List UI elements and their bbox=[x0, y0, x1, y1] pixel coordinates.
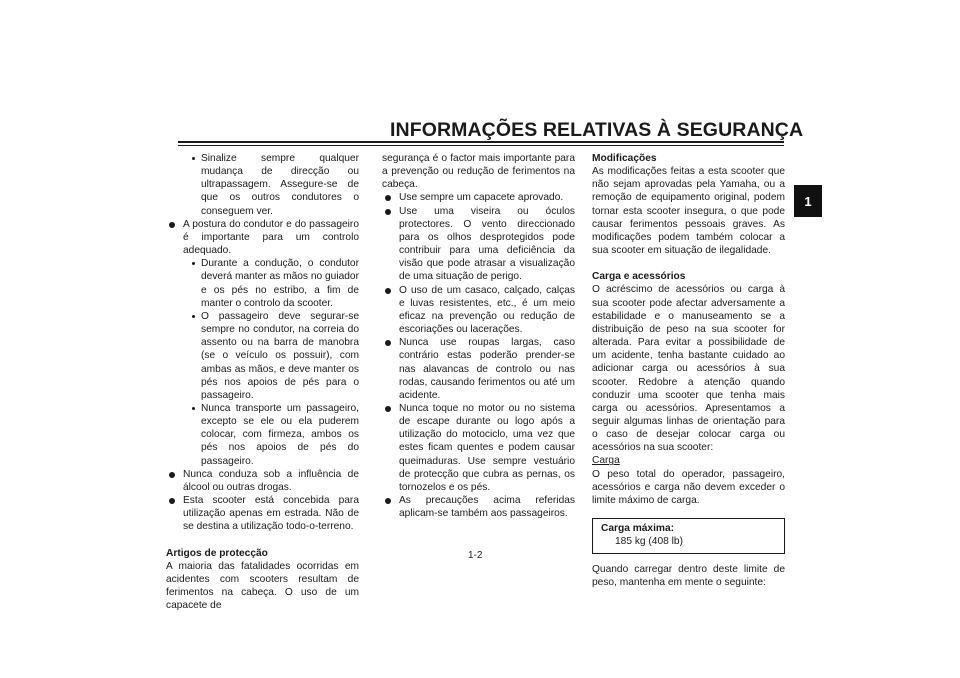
sub-bullet: Durante a condução, o condutor deverá manter as mãos no guiador e os pés no estribo, a fim de manter o controlo da scooter. bbox=[166, 257, 359, 310]
paragraph: segurança é o factor mais importante para a prevenção ou redução de ferimentos na cabeça. bbox=[382, 153, 575, 191]
paragraph: A maioria das fatalidades ocorridas em acidentes com scooters resultam de ferimentos na cabeça. O uso de um capacete de bbox=[166, 560, 359, 612]
header-rule bbox=[178, 141, 784, 143]
section-heading: Modificações bbox=[592, 153, 657, 164]
bullet-item: As precauções acima referidas aplicam-se também aos passageiros. bbox=[382, 494, 575, 520]
bullet-item: Nunca use roupas largas, caso contrário estas poderão prender-se nas alavancas de controlo ou nas rodas, causando ferimentos ou até um acidente. bbox=[382, 336, 575, 402]
page-header bbox=[382, 118, 804, 142]
bullet-item: Esta scooter está concebida para utilização apenas em estrada. Não de se destina a utilização todo-o-terreno. bbox=[166, 494, 359, 533]
bullet-item: Use uma viseira ou óculos protectores. O vento direccionado para os olhos desprotegidos pode contribuir para uma deficiência da visão que pode atrasar a visualização de uma situação de perigo. bbox=[382, 205, 575, 284]
section-heading: Artigos de protecção bbox=[166, 547, 268, 559]
spec-value: 185 kg (408 lb) bbox=[615, 536, 683, 548]
bullet-item: Nunca conduza sob a influência de álcool ou outras drogas. bbox=[166, 468, 359, 494]
sub-bullet: O passageiro deve segurar-se sempre no condutor, na correia do assento ou na barra de manobra (se o veículo os possuir), com ambas as mãos, e deve manter os pés nos apoios de pés para o passageiro. bbox=[166, 310, 359, 402]
max-load-spec-box bbox=[592, 518, 785, 554]
header-rule-thin bbox=[178, 145, 784, 146]
paragraph: Quando carregar dentro deste limite de peso, mantenha em mente o seguinte: bbox=[592, 564, 785, 589]
paragraph: O acréscimo de acessórios ou carga à sua scooter pode afectar adversamente a estabilidade e o manuseamento se a distribuição de peso na sua scooter for alterada. Para evitar a possibilidade de um acidente, tenha bastante cuidado ao adicionar carga ou acessórios à sua scooter. Redobre a atenção quando conduzir uma scooter que tenha mais carga ou acessórios. Apresentamos a seguir algumas linhas de orientação para o caso de desejar colocar carga ou acessórios na sua scooter: bbox=[592, 284, 785, 454]
spec-title: Carga máxima: bbox=[601, 523, 675, 535]
bullet-item: O uso de um casaco, calçado, calças e luvas resistentes, etc., é um meio eficaz na prevenção ou redução de escoriações ou lacerações. bbox=[382, 284, 575, 337]
page-title: INFORMAÇÕES RELATIVAS À SEGURANÇA bbox=[390, 118, 804, 141]
column-1 bbox=[166, 152, 359, 612]
section-tab: 1 bbox=[794, 185, 822, 217]
paragraph: As modificações feitas a esta scooter que não sejam aprovadas pela Yamaha, ou a remoção de equipamento original, podem tornar esta scooter insegura, o que pode causar ferimentos pessoais graves. As modificações podem também colocar a sua scooter em situação de ilegalidade. bbox=[592, 166, 785, 257]
sub-bullet: Nunca transporte um passageiro, excepto se ele ou ela puderem colocar, com firmeza, ambos os pés nos apoios de pés do passageiro. bbox=[166, 402, 359, 468]
section-heading: Carga e acessórios bbox=[592, 271, 686, 283]
column-2 bbox=[382, 152, 575, 520]
paragraph: O peso total do operador, passageiro, acessórios e carga não devem exceder o limite máximo de carga. bbox=[592, 468, 785, 506]
bullet-item: Nunca toque no motor ou no sistema de escape durante ou logo após a utilização do motociclo, uma vez que estes ficam quentes e podem causar queimaduras. Use sempre vestuário de protecção que cubra as pernas, os tornozelos e os pés. bbox=[382, 402, 575, 494]
sub-heading: Carga bbox=[592, 455, 620, 467]
sub-bullet: Sinalize sempre qualquer mudança de direcção ou ultrapassagem. Assegure-se de que os outros condutores o conseguem ver. bbox=[166, 152, 359, 218]
page-number: 1-2 bbox=[468, 550, 483, 561]
bullet-item: Use sempre um capacete aprovado. bbox=[382, 191, 575, 204]
bullet-item: A postura do condutor e do passageiro é importante para um controlo adequado. bbox=[166, 218, 359, 257]
column-3 bbox=[592, 152, 785, 589]
